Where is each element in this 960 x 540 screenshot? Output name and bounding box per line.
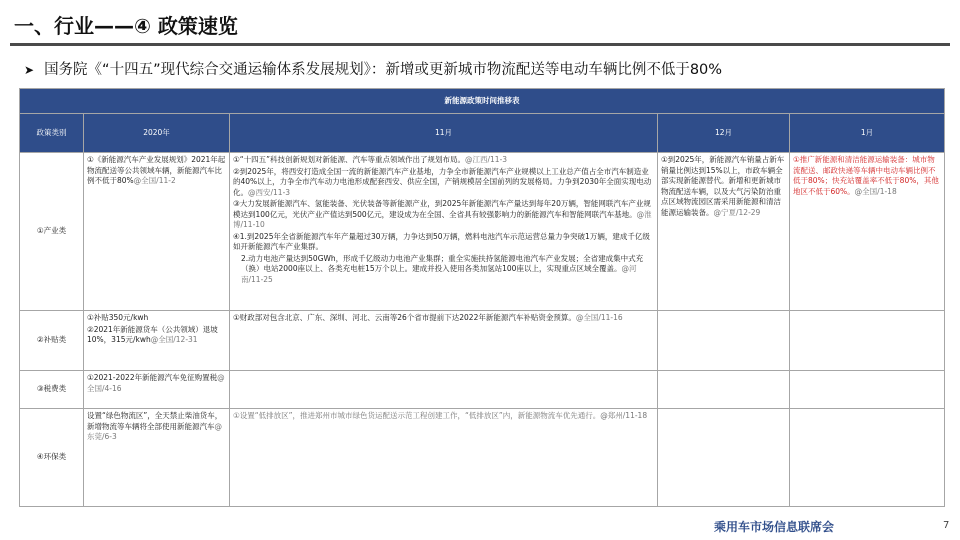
env-dec-cell [658, 409, 790, 507]
policy-text: ②2021年新能源货车（公共领域）退坡10%，315元/kwh [87, 324, 218, 344]
tax-jan-cell [790, 371, 945, 409]
slide-title: 一、行业——④ 政策速览 [14, 14, 238, 38]
industry-2020-cell [84, 153, 230, 311]
policy-text: ③大力发展新能源汽车、氢能装备、光伏装备等新能源产业，到2025年新能源汽车产量达到每年20万辆，智能网联汽车产业规模达到100亿元，光伏产业产值达到500亿元，建设成为在全国、全省具有较强影响力的新能源汽车和智能网联汽车基地。 [233, 199, 651, 219]
policy-source: @全国/11-16 [575, 313, 623, 322]
policy-entry [233, 254, 654, 286]
table-banner-row [20, 89, 945, 114]
policy-entry [233, 167, 654, 199]
industry-nov-cell [230, 153, 658, 311]
table-row-tax [20, 371, 945, 409]
policy-text: ①2021-2022年新能源汽车免征购置税 [87, 373, 218, 382]
policy-source: @郑州/11-18 [600, 411, 648, 420]
header-nov: 11月 [230, 114, 658, 153]
policy-source: @西安/11-3 [248, 187, 291, 197]
policy-text: ①设置“低排放区”，推进郑州市城市绿色货运配送示范工程创建工作，“低排放区”内，新能源物流车优先通行。 [233, 411, 601, 420]
policy-source: @全国/1-18 [854, 186, 897, 196]
category-subsidy: ②补贴类 [20, 311, 84, 371]
tax-nov-cell [230, 371, 658, 409]
env-jan-cell [790, 409, 945, 507]
policy-text: ④1.到2025年全省新能源汽车年产量超过30万辆，力争达到50万辆，燃料电池汽车示范运营总量力争突破1万辆，建成千亿级如开新能源汽车产业集群。 [233, 231, 650, 251]
policy-source: @全国/11-2 [133, 176, 176, 185]
policy-text: ①“十四五”科技创新规划对新能源、汽车等重点领域作出了规划布局。 [233, 155, 465, 164]
page-number: 7 [943, 520, 950, 531]
subsidy-nov-cell [230, 311, 658, 371]
category-industry: ①产业类 [20, 153, 84, 311]
env-nov-cell [230, 409, 658, 507]
policy-source: @全国/12-31 [150, 335, 198, 344]
policy-text: ②到2025年，将西安打造成全国一流的新能源汽车产业基地，力争全市新能源汽车产业规模以上工业总产值占全市汽车制造业的40%以上，力争全市汽车动力电池形成配套西安、供应全国，产销规模居全国前列的发展格局。力争到2030年全面实现电动化。 [233, 166, 652, 197]
table-banner: 新能源政策时间推移表 [20, 89, 945, 114]
header-dec: 12月 [658, 114, 790, 153]
subsidy-jan-cell [790, 311, 945, 371]
policy-entry [233, 232, 654, 253]
policy-entry [233, 199, 654, 231]
title-divider [10, 43, 950, 46]
subsidy-dec-cell [658, 311, 790, 371]
policy-source: @河南/11-25 [241, 264, 637, 284]
policy-source: @东莞/6-3 [87, 421, 222, 441]
env-2020-cell [84, 409, 230, 507]
industry-jan-cell [790, 153, 945, 311]
header-jan: 1月 [790, 114, 945, 153]
tax-2020-cell [84, 371, 230, 409]
policy-text-highlight: ①推广新能源和清洁能源运输装备：城市物流配送、邮政快递等车辆中电动车辆比例不低于80%；快充站覆盖率不低于80%，其他地区不低于60%。 [793, 155, 939, 196]
category-env: ④环保类 [20, 409, 84, 507]
table-row-subsidy [20, 311, 945, 371]
policy-text: ①到2025年，新能源汽车销量占新车销量比例达到15%以上，市政车辆全部实现新能源替代。新增和更新城市物流配送车辆，以及大气污染防治重点区域物流园区需采用新能源和清洁能源运输装备。 [661, 155, 785, 217]
policy-text: ①补贴350元/kwh [87, 313, 149, 322]
policy-timeline-table [19, 88, 945, 507]
policy-entry [233, 155, 654, 166]
policy-text: 设置“绿色物流区”，全天禁止柴油货车，新增物流等车辆将全部使用新能源汽车 [87, 411, 223, 431]
tax-dec-cell [658, 371, 790, 409]
policy-source: @全国/4-16 [87, 373, 225, 393]
policy-text: ①《新能源汽车产业发展规划》2021年起物流配送等公共领域车辆，新能源汽车比例不低于80% [87, 155, 226, 185]
policy-headline-text: 国务院《“十四五”现代综合交通运输体系发展规划》：新增或更新城市物流配送等电动车辆比例不低于80% [44, 62, 723, 78]
policy-text: 2.动力电池产量达到50GWh，形成千亿级动力电池产业集群；重全实施扶持氢能源电池汽车产业发展；全省建成集中式充（换）电站2000座以上、各类充电桩15万个以上。建成并投入使用各类加氢站100座以上，实现重点区域全覆盖。 [241, 253, 644, 273]
table-header-row [20, 114, 945, 153]
arrow-bullet-icon: ➤ [24, 63, 35, 77]
policy-source: @江西/11-3 [465, 155, 508, 164]
policy-headline [24, 58, 722, 79]
subsidy-2020-cell [84, 311, 230, 371]
table-row-industry [20, 153, 945, 311]
policy-text: ①财政部对包含北京、广东、深圳、河北、云南等26个省市提前下达2022年新能源汽车补贴资金预算。 [233, 313, 576, 322]
header-2020: 2020年 [84, 114, 230, 153]
category-tax: ③税费类 [20, 371, 84, 409]
policy-source: @宁夏/12-29 [713, 207, 761, 217]
industry-dec-cell [658, 153, 790, 311]
footer-org: 乘用车市场信息联席会 [714, 520, 835, 534]
header-category: 政策类别 [20, 114, 84, 153]
table-row-env [20, 409, 945, 507]
policy-source: @淮博/11-10 [233, 209, 652, 229]
